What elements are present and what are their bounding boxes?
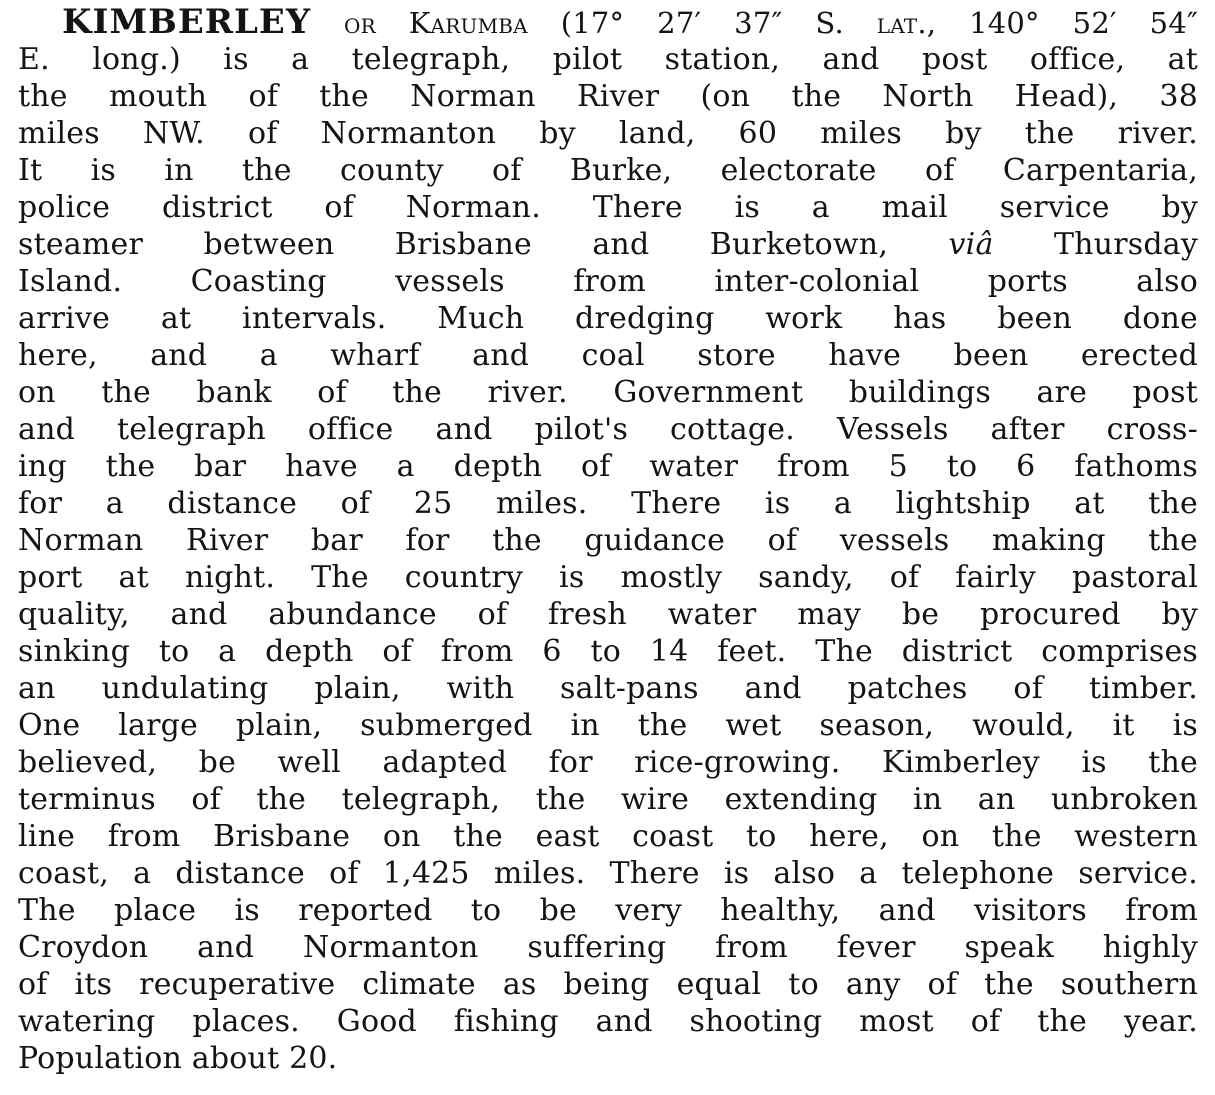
entry-headword: KIMBERLEY [62, 2, 312, 42]
entry-line-21: believed, be well adapted for rice-growing. Kimberley is the [18, 745, 1198, 780]
entry-line-17: quality, and abundance of fresh water may be procured by [18, 597, 1198, 632]
entry-line-24: coast, a distance of 1,425 miles. There is also a telephone service. [18, 856, 1198, 891]
entry-line-7 [18, 226, 1198, 263]
entry-line-20: One large plain, submerged in the wet season, would, it is [18, 708, 1198, 743]
entry-line-7-text: steamer between Brisbane and Burketown, [18, 227, 889, 262]
entry-line-9: arrive at intervals. Much dredging work has been done [18, 301, 1198, 336]
entry-line-27: of its recuperative climate as being equal to any of the southern [18, 967, 1198, 1002]
entry-line-8: Island. Coasting vessels from inter-colonial ports also [18, 264, 1198, 299]
entry-line-22: terminus of the telegraph, the wire extending in an unbroken [18, 782, 1198, 817]
entry-line-25: The place is reported to be very healthy, and visitors from [18, 893, 1198, 928]
entry-line-10: here, and a wharf and coal store have been erected [18, 338, 1198, 373]
entry-line-1 [18, 4, 1198, 41]
entry-line-28: watering places. Good fishing and shooting most of the year. [18, 1004, 1198, 1039]
entry-line-5: It is in the county of Burke, electorate of Carpentaria, [18, 153, 1198, 188]
entry-line-11: on the bank of the river. Government buildings are post [18, 375, 1198, 410]
entry-line-26: Croydon and Normanton suffering from fever speak highly [18, 930, 1198, 965]
entry-via-italic: viâ [948, 227, 994, 262]
entry-first-line-rest: or Karumba (17° 27′ 37″ S. lat., 140° 52′ 54″ [344, 6, 1198, 40]
entry-line-14: for a distance of 25 miles. There is a lightship at the [18, 486, 1198, 521]
entry-line-7-tail: Thursday [1053, 227, 1198, 262]
entry-line-2: E. long.) is a telegraph, pilot station, and post office, at [18, 42, 1198, 77]
entry-line-29: Population about 20. [18, 1041, 338, 1076]
entry-line-6: police district of Norman. There is a mail service by [18, 190, 1198, 225]
entry-line-15: Norman River bar for the guidance of vessels making the [18, 523, 1198, 558]
gazetteer-entry [18, 4, 1198, 1077]
entry-line-12: and telegraph office and pilot's cottage. Vessels after cross- [18, 412, 1198, 447]
entry-line-3: the mouth of the Norman River (on the North Head), 38 [18, 79, 1198, 114]
entry-line-19: an undulating plain, with salt-pans and patches of timber. [18, 671, 1198, 706]
entry-line-4: miles NW. of Normanton by land, 60 miles by the river. [18, 116, 1198, 151]
entry-line-18: sinking to a depth of from 6 to 14 feet. The district comprises [18, 634, 1198, 669]
entry-line-16: port at night. The country is mostly sandy, of fairly pastoral [18, 560, 1198, 595]
entry-line-23: line from Brisbane on the east coast to here, on the western [18, 819, 1198, 854]
entry-line-13: ing the bar have a depth of water from 5 to 6 fathoms [18, 449, 1198, 484]
